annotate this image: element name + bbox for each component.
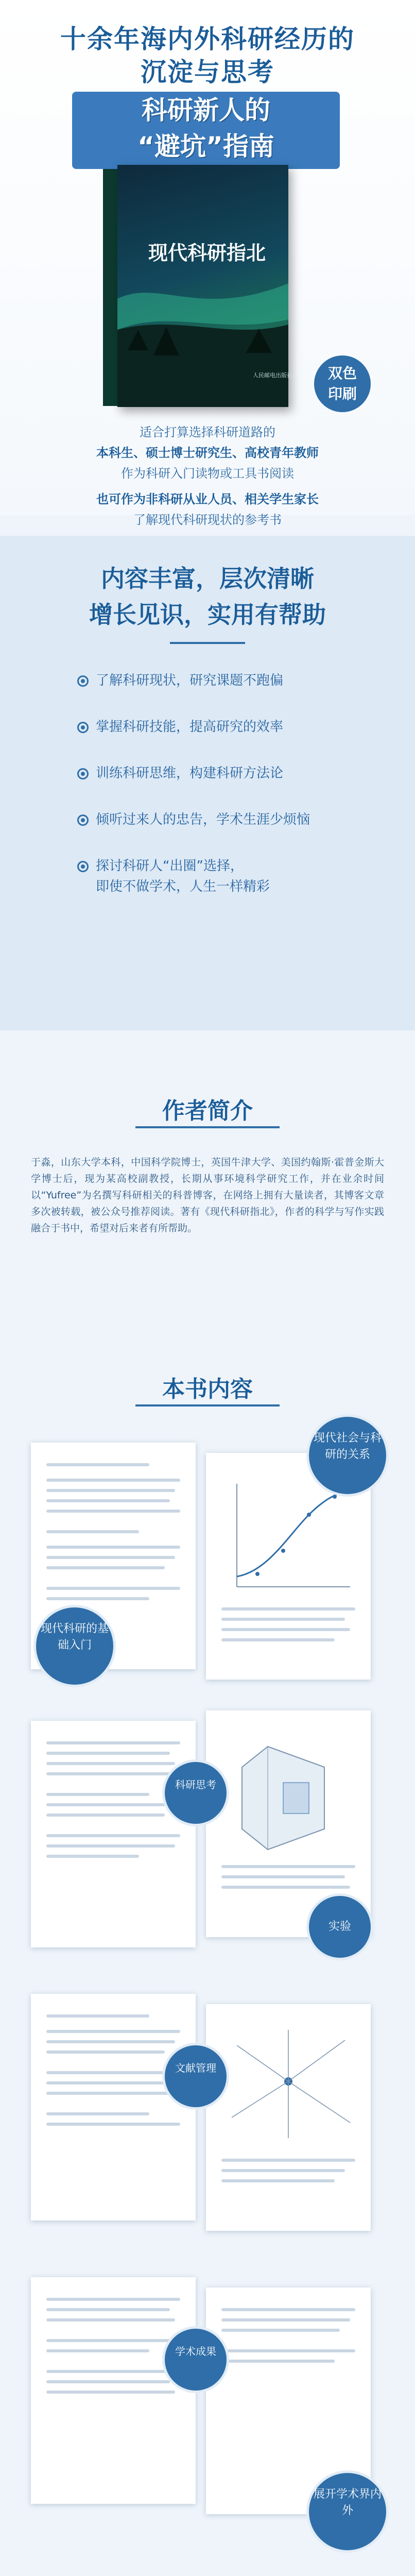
bullet-icon — [77, 861, 89, 872]
hero-title-line1: 十余年海内外科研经历的 — [60, 24, 355, 54]
sample-page — [31, 1721, 196, 1947]
callout-badge: 展开学术界内外 — [309, 2473, 386, 2550]
author-heading-rule — [135, 1126, 280, 1128]
audience-line5: 了解现代科研现状的参考书 — [133, 513, 282, 527]
features-heading-line2: 增长见识，实用有帮助 — [89, 601, 326, 629]
book-spine — [103, 169, 117, 406]
bullet-icon — [77, 722, 89, 733]
feature-item-continued: 即使不做学术，人生一样精彩 — [96, 879, 270, 894]
contents-heading: 本书内容 — [162, 1376, 253, 1402]
bullet-icon — [77, 768, 89, 779]
contents-heading-rule — [135, 1404, 280, 1406]
bullet-icon — [77, 675, 89, 687]
sample-page — [206, 2004, 371, 2231]
feature-item: 探讨科研人“出圈”选择， — [77, 855, 366, 874]
audience-line1: 适合打算选择科研道路的 — [140, 425, 275, 439]
callout-badge: 学术成果 — [165, 2329, 227, 2391]
book-cover-publisher: 人民邮电出版社 — [253, 372, 292, 379]
sample-network-illustration — [206, 2004, 371, 2231]
author-heading: 作者简介 — [162, 1098, 253, 1124]
audience-line2: 本科生、硕士博士研究生、高校青年教师 — [96, 446, 319, 460]
callout-badge: 科研思考 — [165, 1762, 227, 1824]
callout-badge: 实验 — [309, 1896, 371, 1958]
callout-badge: 现代科研的基础入门 — [36, 1607, 113, 1685]
feature-item: 训练科研思维，构建科研方法论 — [77, 762, 366, 782]
bullet-icon — [77, 815, 89, 826]
hero-title-line2: 沉淀与思考 — [141, 57, 274, 87]
badge-line2: 印刷 — [327, 385, 357, 402]
book-cover-title: 现代科研指北 — [148, 242, 266, 264]
feature-item: 了解科研现状，研究课题不跑偏 — [77, 670, 366, 689]
badge-line1: 双色 — [327, 365, 357, 382]
hero-subtitle-line2: “避坑”指南 — [137, 131, 274, 161]
audience-line4: 也可作为非科研从业人员、相关学生家长 — [96, 492, 319, 506]
audience-line3: 作为科研入门读物或工具书阅读 — [121, 466, 294, 481]
hero-subtitle-line1: 科研新人的 — [142, 95, 270, 125]
book-image — [103, 165, 292, 407]
features-divider — [170, 642, 245, 644]
callout-badge: 文献管理 — [165, 2045, 227, 2107]
features-heading-line1: 内容丰富，层次清晰 — [101, 565, 314, 592]
sample-page — [31, 1994, 196, 2221]
sample-page — [31, 2277, 196, 2504]
callout-badge: 现代社会与科研的关系 — [309, 1417, 386, 1494]
author-bio: 于淼，山东大学本科，中国科学院博士，英国牛津大学、美国约翰斯·霍普金斯大学博士后，现为某高校副教授，长期从事环境科学研究工作，并在业余时间以“Yufree”为名撰写科研相关的科普博客，在网络上拥有大量读者，其博客文章多次被转载，被公众号推荐阅读。著有《现代科研指北》，作者的科学与写作实践融合于书中，希望对后来者有所帮助。 — [31, 1157, 384, 1234]
book-cover — [117, 165, 292, 407]
feature-item: 掌握科研技能，提高研究的效率 — [77, 716, 366, 735]
feature-item: 倾听过来人的忠告，学术生涯少烦恼 — [77, 809, 366, 828]
print-badge — [314, 355, 371, 412]
